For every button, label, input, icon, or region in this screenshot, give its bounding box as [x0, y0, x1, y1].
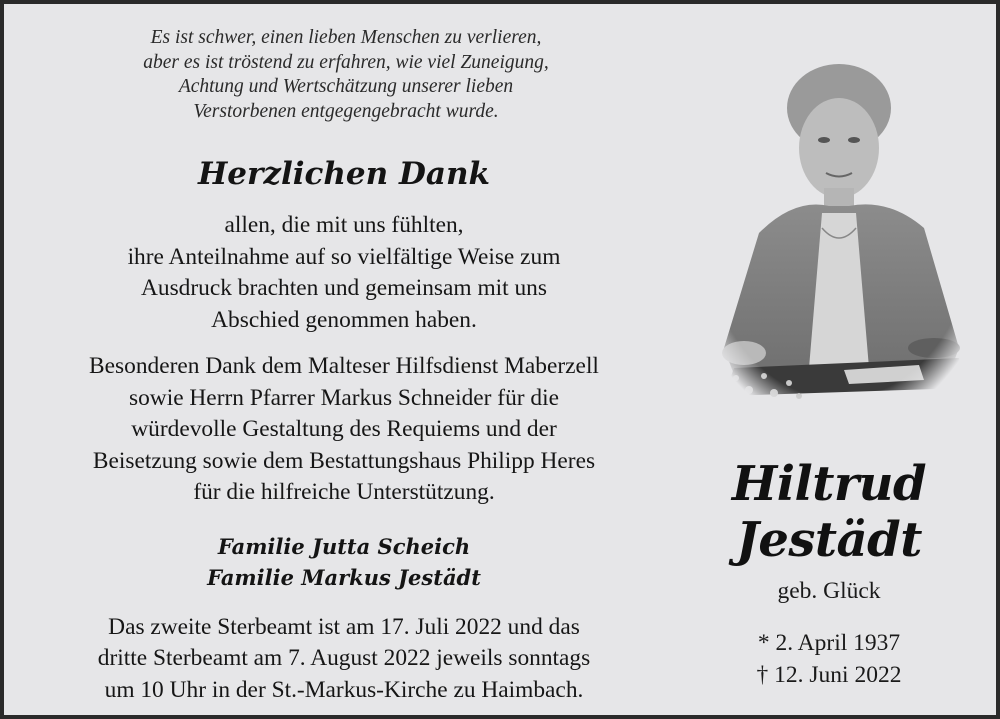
- deceased-info: [694, 456, 964, 691]
- consolation-quote: [18, 26, 674, 124]
- quote-line: Verstorbenen entgegengebracht wurde.: [193, 100, 499, 122]
- quote-line: aber es ist tröstend zu erfahren, wie viel Zuneigung,: [143, 51, 549, 73]
- special-thanks-line: für die hilfreiche Unterstützung.: [193, 479, 495, 505]
- thanks-paragraph: [14, 210, 674, 336]
- service-line: um 10 Uhr in der St.-Markus-Kirche zu Haimbach.: [104, 676, 584, 703]
- thanks-line: allen, die mit uns fühlten,: [224, 212, 464, 238]
- service-notice: [14, 612, 674, 707]
- life-dates: [694, 627, 964, 691]
- special-thanks-line: sowie Herrn Pfarrer Markus Schneider für die: [129, 384, 559, 411]
- special-thanks-line: Beisetzung sowie dem Bestattungshaus Philipp Heres: [92, 447, 596, 474]
- family-name: Familie Markus Jestädt: [207, 564, 481, 590]
- quote-line: Es ist schwer, einen lieben Menschen zu verlieren,: [150, 27, 542, 48]
- obituary-card: [4, 4, 996, 715]
- special-thanks-line: Besonderen Dank dem Malteser Hilfsdienst Maberzell: [89, 353, 599, 379]
- text-column: [14, 26, 674, 706]
- maiden-name: geb. Glück: [777, 578, 881, 604]
- special-thanks-line: würdevolle Gestaltung des Requiems und der: [131, 416, 557, 442]
- birth-date: * 2. April 1937: [757, 630, 901, 656]
- thanks-line: Abschied genommen haben.: [211, 306, 477, 333]
- family-signatures: [14, 531, 674, 593]
- deceased-last-name: Jestädt: [736, 512, 922, 568]
- thanks-headline: Herzlichen Dank: [198, 156, 490, 192]
- service-line: dritte Sterbeamt am 7. August 2022 jeweils sonntags: [97, 645, 591, 671]
- service-line: Das zweite Sterbeamt ist am 17. Juli 2022 und das: [108, 613, 580, 640]
- portrait-photo: [704, 58, 974, 413]
- thanks-line: Ausdruck brachten und gemeinsam mit uns: [140, 275, 547, 301]
- special-thanks-paragraph: [14, 351, 674, 509]
- family-name: Familie Jutta Scheich: [217, 533, 471, 559]
- death-date: † 12. Juni 2022: [756, 662, 902, 688]
- deceased-first-name: Hiltrud: [731, 456, 927, 512]
- thanks-line: ihre Anteilnahme auf so vielfältige Weise zum: [127, 243, 561, 270]
- quote-line: Achtung und Wertschätzung unserer lieben: [178, 76, 514, 97]
